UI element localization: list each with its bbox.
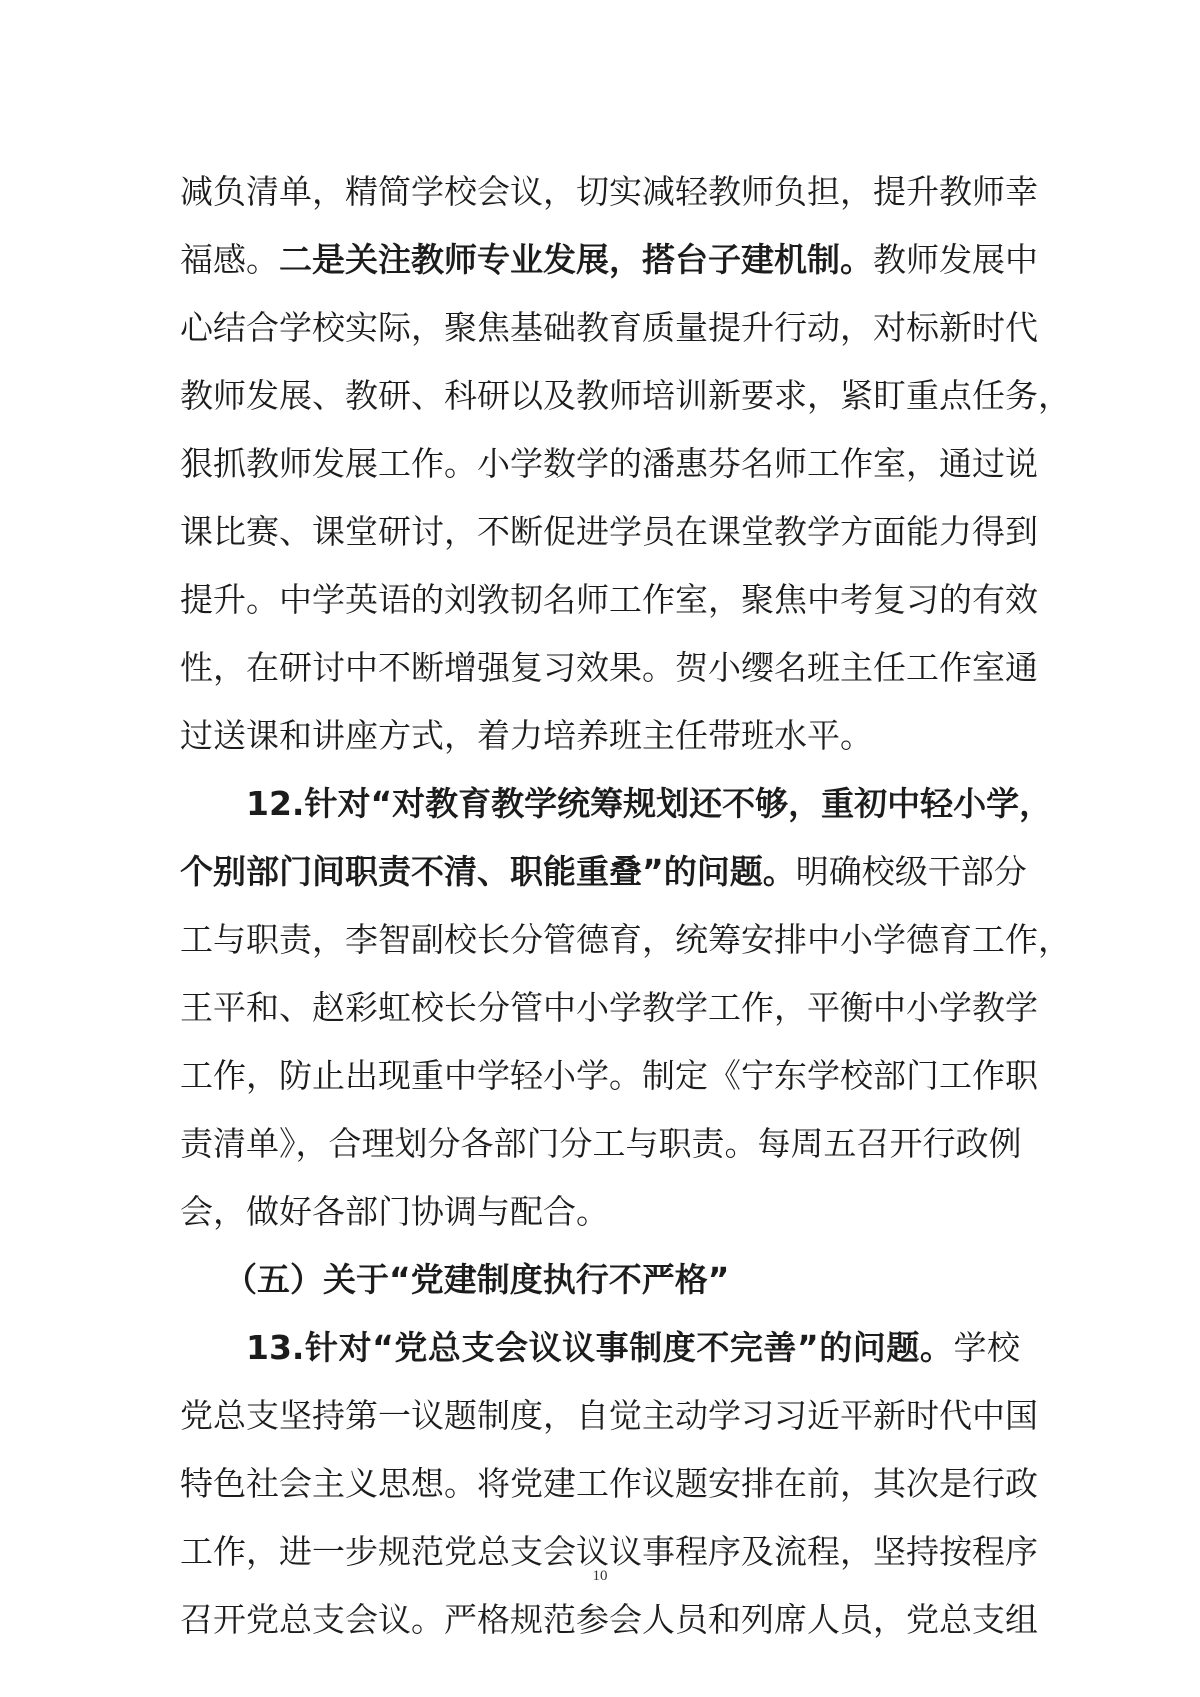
section-heading	[180, 1246, 1020, 1314]
paragraph-line	[180, 226, 1038, 294]
paragraph-line	[180, 430, 1038, 498]
paragraph-line	[180, 158, 1038, 226]
line-text: 工与职责，李智副校长分管德育，统筹安排中小学德育工作，	[180, 920, 1071, 959]
paragraph-line	[180, 1586, 1038, 1654]
bold-phrase: 个别部门间职责不清、职能重叠”的问题。	[180, 852, 796, 891]
body-text	[180, 158, 1071, 1654]
item-12-heading-line	[180, 770, 1053, 838]
line-text: 减负清单，精简学校会议，切实减轻教师负担，提升教师幸	[180, 172, 1038, 211]
item-13-heading-line	[180, 1314, 1020, 1382]
line-text: 明确校级干部分	[795, 852, 1027, 891]
line-text: 王平和、赵彩虹校长分管中小学教学工作，平衡中小学教学	[180, 988, 1038, 1027]
paragraph-line	[180, 294, 1038, 362]
section-heading-text: （五）关于“党建制度执行不严格”	[224, 1260, 730, 1299]
paragraph-line	[180, 838, 1027, 906]
line-text: 狠抓教师发展工作。小学数学的潘惠芬名师工作室，通过说	[180, 444, 1038, 483]
line-text: 特色社会主义思想。将党建工作议题安排在前，其次是行政	[180, 1464, 1038, 1503]
line-text: 课比赛、课堂研讨，不断促进学员在课堂教学方面能力得到	[180, 512, 1038, 551]
line-text: 性，在研讨中不断增强复习效果。贺小缨名班主任工作室通	[180, 648, 1038, 687]
paragraph-line	[180, 906, 1071, 974]
paragraph-line	[180, 1110, 1020, 1178]
paragraph-line	[180, 1178, 1020, 1246]
bold-phrase: 13.针对“党总支会议议事制度不完善”的问题。	[246, 1328, 954, 1367]
paragraph-line	[180, 498, 1038, 566]
line-text: 召开党总支会议。严格规范参会人员和列席人员，党总支组	[180, 1600, 1038, 1639]
line-text: 提升。中学英语的刘敩韧名师工作室，聚焦中考复习的有效	[180, 580, 1038, 619]
line-text: 工作，进一步规范党总支会议议事程序及流程，坚持按程序	[180, 1532, 1038, 1571]
line-text: 会，做好各部门协调与配合。	[180, 1192, 609, 1231]
line-text: 福感。	[180, 240, 279, 279]
paragraph-line	[180, 1450, 1038, 1518]
line-text: 教师发展、教研、科研以及教师培训新要求，紧盯重点任务，	[180, 376, 1071, 415]
paragraph-line	[180, 1382, 1038, 1450]
line-text: 党总支坚持第一议题制度，自觉主动学习习近平新时代中国	[180, 1396, 1038, 1435]
line-text: 过送课和讲座方式，着力培养班主任带班水平。	[180, 716, 873, 755]
bold-phrase: 二是关注教师专业发展，搭台子建机制。	[279, 240, 873, 279]
line-text: 责清单》，合理划分各部门分工与职责。每周五召开行政例	[180, 1124, 1022, 1163]
line-text: 心结合学校实际，聚焦基础教育质量提升行动，对标新时代	[180, 308, 1038, 347]
paragraph-line	[180, 634, 1038, 702]
paragraph-line	[180, 974, 1038, 1042]
paragraph-line	[180, 1042, 1038, 1110]
paragraph-line	[180, 566, 1038, 634]
bold-phrase: 12.针对“对教育教学统筹规划还不够，重初中轻小学，	[246, 784, 1053, 823]
line-text: 工作，防止出现重中学轻小学。制定《宁东学校部门工作职	[180, 1056, 1038, 1095]
paragraph-line	[180, 702, 1020, 770]
paragraph-line	[180, 362, 1071, 430]
line-text: 学校	[953, 1328, 1021, 1367]
page-number: 10	[592, 1568, 608, 1584]
line-text: 教师发展中	[873, 240, 1038, 279]
